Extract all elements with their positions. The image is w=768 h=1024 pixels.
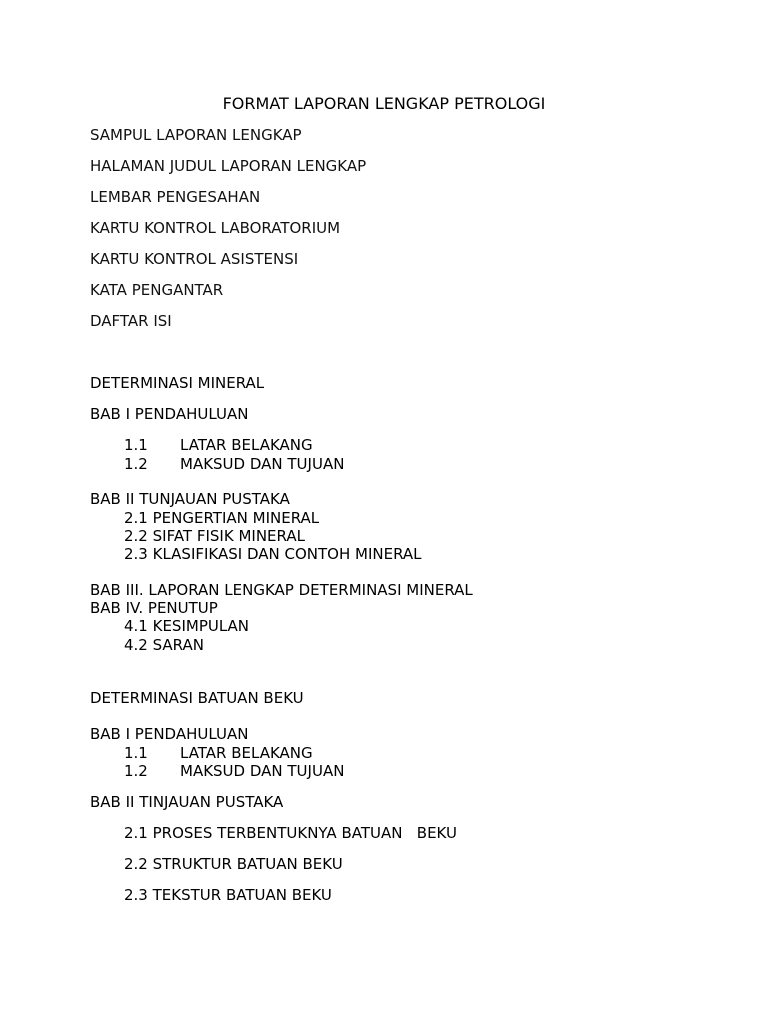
subsection-text: LATAR BELAKANG xyxy=(180,744,313,762)
chapter-title: BAB I PENDAHULUAN xyxy=(90,405,249,423)
front-matter-item: DAFTAR ISI xyxy=(90,312,172,330)
subsection-item: 2.2 STRUKTUR BATUAN BEKU xyxy=(124,855,343,873)
subsection-number: 1.2 xyxy=(124,762,148,780)
chapter-title: BAB II TUNJAUAN PUSTAKA xyxy=(90,490,290,508)
chapter-title: BAB III. LAPORAN LENGKAP DETERMINASI MINERAL xyxy=(90,581,473,599)
subsection-item: 4.2 SARAN xyxy=(124,636,204,654)
subsection-number: 1.1 xyxy=(124,744,148,762)
front-matter-item: KARTU KONTROL LABORATORIUM xyxy=(90,219,341,237)
subsection-item: 2.1 PENGERTIAN MINERAL xyxy=(124,509,320,527)
chapter-title: BAB II TINJAUAN PUSTAKA xyxy=(90,793,284,811)
subsection-text: MAKSUD DAN TUJUAN xyxy=(180,762,345,780)
subsection-item: 4.1 KESIMPULAN xyxy=(124,617,250,635)
front-matter-item: LEMBAR PENGESAHAN xyxy=(90,188,261,206)
section-heading: DETERMINASI MINERAL xyxy=(90,374,265,392)
subsection-number: 1.2 xyxy=(124,455,148,473)
subsection-text: MAKSUD DAN TUJUAN xyxy=(180,455,345,473)
subsection-text: LATAR BELAKANG xyxy=(180,436,313,454)
subsection-number: 1.1 xyxy=(124,436,148,454)
front-matter-item: HALAMAN JUDUL LAPORAN LENGKAP xyxy=(90,157,367,175)
section-heading: DETERMINASI BATUAN BEKU xyxy=(90,689,304,707)
subsection-item: 2.1 PROSES TERBENTUKNYA BATUAN BEKU xyxy=(124,824,457,842)
document-title: FORMAT LAPORAN LENGKAP PETROLOGI xyxy=(222,94,546,113)
subsection-item: 2.3 KLASIFIKASI DAN CONTOH MINERAL xyxy=(124,545,422,563)
front-matter-item: KATA PENGANTAR xyxy=(90,281,224,299)
chapter-title: BAB I PENDAHULUAN xyxy=(90,725,249,743)
chapter-title: BAB IV. PENUTUP xyxy=(90,599,218,617)
front-matter-item: KARTU KONTROL ASISTENSI xyxy=(90,250,299,268)
front-matter-item: SAMPUL LAPORAN LENGKAP xyxy=(90,126,302,144)
subsection-item: 2.2 SIFAT FISIK MINERAL xyxy=(124,527,305,545)
subsection-item: 2.3 TEKSTUR BATUAN BEKU xyxy=(124,886,332,904)
